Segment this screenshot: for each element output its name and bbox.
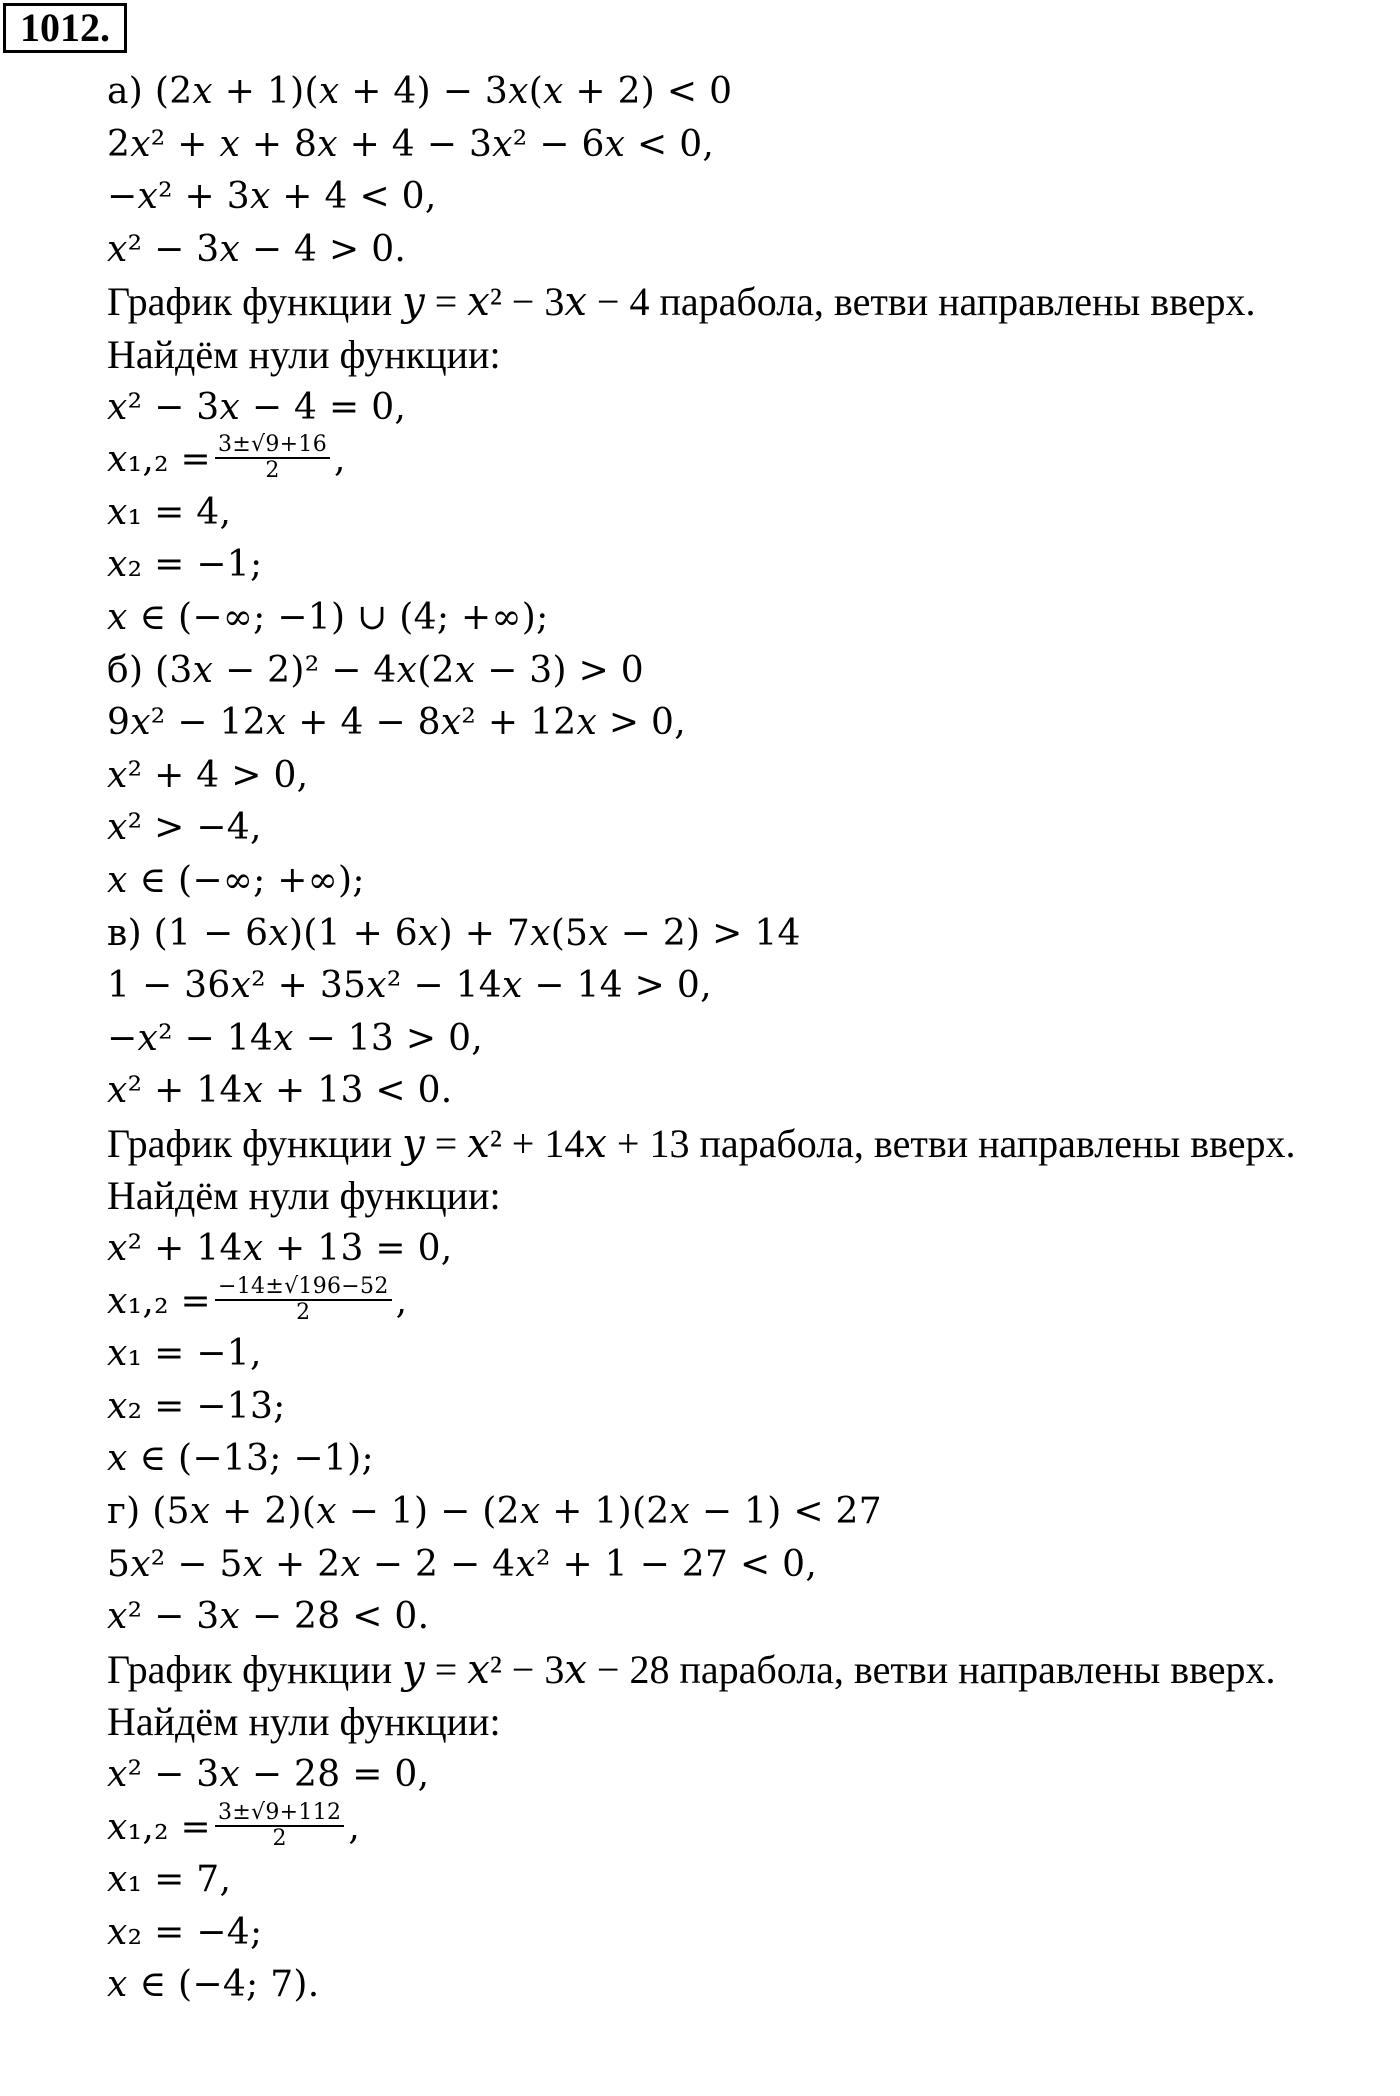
- fraction: [215, 433, 330, 483]
- fraction-suffix: ,: [334, 439, 346, 481]
- fraction-numerator: 3±√9+112: [215, 1801, 344, 1827]
- fraction-denominator: 2: [265, 458, 280, 484]
- solution-line: 𝑥² > −4,: [107, 807, 262, 849]
- solution-line: 𝑥 ∈ (−∞; −1) ∪ (4; +∞);: [107, 596, 549, 638]
- solution-line: 𝑥 ∈ (−∞; +∞);: [107, 859, 365, 901]
- solution-line: 𝑥₁ = 4,: [107, 491, 232, 533]
- solution-line: 𝑥₂ = −4;: [107, 1911, 263, 1953]
- fraction-suffix: ,: [395, 1280, 408, 1322]
- fraction-prefix: 𝑥₁,₂ =: [107, 1280, 212, 1322]
- solution-line: 𝑥₁ = 7,: [107, 1859, 232, 1901]
- solution-line: б) (3𝑥 − 2)² − 4𝑥(2𝑥 − 3) > 0: [107, 649, 645, 691]
- solution-line: Найдём нули функции:: [107, 1699, 501, 1745]
- solution-line: 𝑥² − 3𝑥 − 4 = 0,: [107, 386, 407, 428]
- solution-line: −𝑥² + 3𝑥 + 4 < 0,: [107, 176, 437, 218]
- solution-line: 𝑥² − 3𝑥 − 28 < 0.: [107, 1596, 430, 1638]
- solution-line: 𝑥 ∈ (−13; −1);: [107, 1438, 374, 1480]
- solution-lines: [107, 66, 1397, 2012]
- solution-line: 𝑥₂ = −1;: [107, 544, 263, 586]
- solution-line: 𝑥² − 3𝑥 − 28 = 0,: [107, 1754, 430, 1795]
- fraction: [215, 1801, 344, 1851]
- solution-line: 𝑥² + 14𝑥 + 13 = 0,: [107, 1228, 453, 1270]
- solution-line: а) (2𝑥 + 1)(𝑥 + 4) − 3𝑥(𝑥 + 2) < 0: [107, 71, 733, 112]
- solution-line: 𝑥² + 4 > 0,: [107, 754, 309, 796]
- solution-line: 2𝑥² + 𝑥 + 8𝑥 + 4 − 3𝑥² − 6𝑥 < 0,: [107, 123, 715, 165]
- solution-line: Найдём нули функции:: [107, 331, 501, 377]
- solution-line: 𝑥₁ = −1,: [107, 1333, 262, 1375]
- solution-line: 5𝑥² − 5𝑥 + 2𝑥 − 2 − 4𝑥² + 1 − 27 < 0,: [107, 1543, 818, 1585]
- fraction: [215, 1275, 392, 1325]
- solution-line: График функции 𝑦 = 𝑥² − 3𝑥 − 28 парабола, ветви направлены вверх.: [107, 1646, 1276, 1692]
- fraction-numerator: −14±√196−52: [215, 1275, 392, 1301]
- fraction-prefix: 𝑥₁,₂ =: [107, 439, 212, 481]
- solution-line: 𝑥 ∈ (−4; 7).: [107, 1964, 320, 2006]
- solution-line: График функции 𝑦 = 𝑥² − 3𝑥 − 4 парабола, ветви направлены вверх.: [107, 279, 1256, 325]
- fraction-prefix: 𝑥₁,₂ =: [107, 1806, 212, 1848]
- solution-line: в) (1 − 6𝑥)(1 + 6𝑥) + 7𝑥(5𝑥 − 2) > 14: [107, 912, 801, 954]
- solution-line: 𝑥² + 14𝑥 + 13 < 0.: [107, 1070, 453, 1112]
- solution-line: 1 − 36𝑥² + 35𝑥² − 14𝑥 − 14 > 0,: [107, 965, 712, 1007]
- solution-line: −𝑥² − 14𝑥 − 13 > 0,: [107, 1017, 484, 1059]
- fraction-denominator: 2: [296, 1299, 311, 1325]
- fraction-denominator: 2: [272, 1825, 287, 1851]
- solution-line: г) (5𝑥 + 2)(𝑥 − 1) − (2𝑥 + 1)(2𝑥 − 1) < 27: [107, 1491, 882, 1533]
- solution-line: [107, 1273, 1397, 1329]
- fraction-numerator: 3±√9+16: [215, 433, 330, 459]
- solution-line: 9𝑥² − 12𝑥 + 4 − 8𝑥² + 12𝑥 > 0,: [107, 702, 687, 744]
- solution-line: 𝑥₂ = −13;: [107, 1385, 286, 1427]
- fraction-suffix: ,: [348, 1806, 361, 1848]
- solution-line: [107, 434, 1397, 487]
- problem-number: 1012.: [3, 3, 127, 53]
- solution-line: График функции 𝑦 = 𝑥² + 14𝑥 + 13 парабола, ветви направлены вверх.: [107, 1120, 1296, 1166]
- solution-line: Найдём нули функции:: [107, 1173, 501, 1219]
- solution-line: [107, 1799, 1397, 1855]
- solution-line: 𝑥² − 3𝑥 − 4 > 0.: [107, 228, 407, 270]
